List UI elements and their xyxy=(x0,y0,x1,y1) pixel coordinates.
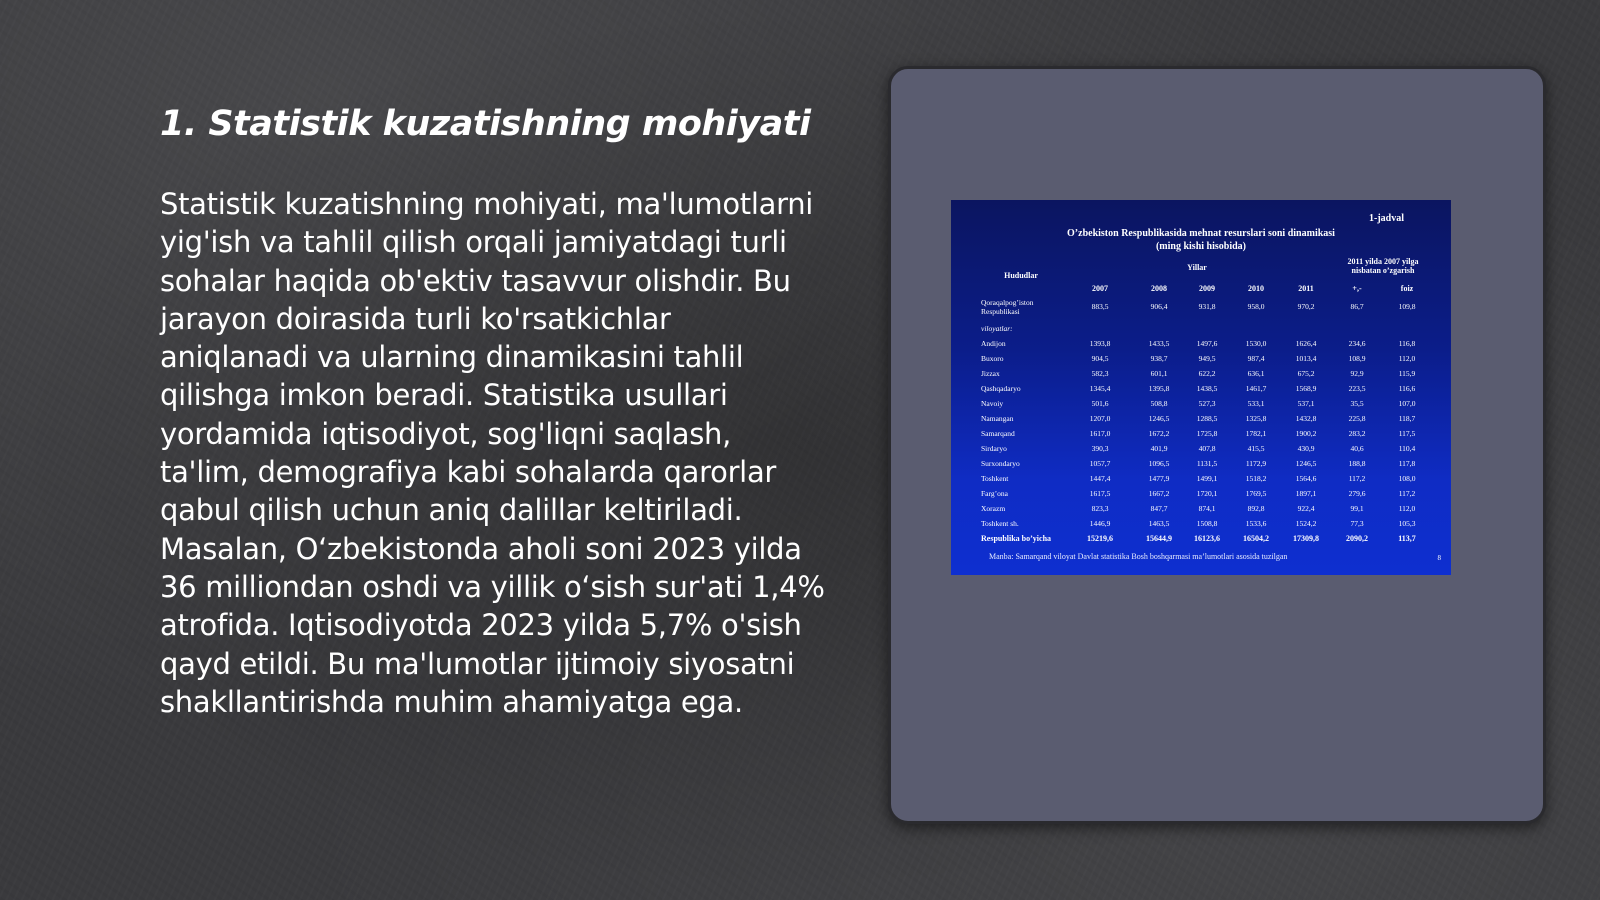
table-cell: 225,8 xyxy=(1348,414,1366,423)
table-cell: 223,5 xyxy=(1348,384,1366,393)
table-cell: 117,8 xyxy=(1398,459,1416,468)
table-cell: 1564,6 xyxy=(1295,474,1317,483)
table-cell: 116,6 xyxy=(1398,384,1416,393)
table-cell: 1626,4 xyxy=(1295,339,1317,348)
table-cell: 1530,0 xyxy=(1245,339,1267,348)
table-cell: 16504,2 xyxy=(1243,534,1269,543)
table-row-label: Sirdaryo xyxy=(981,444,1007,453)
table-column-header: 2011 xyxy=(1298,284,1314,293)
table-cell: 1477,9 xyxy=(1148,474,1170,483)
table-cell: 949,5 xyxy=(1198,354,1216,363)
table-cell: 906,4 xyxy=(1150,302,1168,311)
table-header-region: Hududlar xyxy=(1004,271,1038,280)
table-unit-line: (ming kishi hisobida) xyxy=(1155,241,1247,252)
table-cell: 1131,5 xyxy=(1196,459,1218,468)
table-column-header: 2008 xyxy=(1151,284,1167,293)
table-cell: 958,0 xyxy=(1247,302,1265,311)
table-cell: 234,6 xyxy=(1348,339,1366,348)
table-cell: 1672,2 xyxy=(1148,429,1170,438)
table-cell: 1246,5 xyxy=(1295,459,1317,468)
table-cell: 118,7 xyxy=(1398,414,1416,423)
table-cell: 92,9 xyxy=(1350,369,1364,378)
table-cell: 1617,5 xyxy=(1089,489,1111,498)
table-cell: 188,8 xyxy=(1348,459,1366,468)
table-row-label: viloyatlar: xyxy=(981,324,1013,333)
table-cell: 108,9 xyxy=(1348,354,1366,363)
table-column-header: 2007 xyxy=(1092,284,1108,293)
table-cell: 1013,4 xyxy=(1295,354,1317,363)
table-cell: 117,2 xyxy=(1398,489,1416,498)
table-cell: 1499,1 xyxy=(1196,474,1218,483)
table-row-label: Samarqand xyxy=(981,429,1015,438)
table-title-line: O’zbekiston Respublikasida mehnat resurslari soni dinamikasi xyxy=(1067,228,1335,239)
table-cell: 1345,4 xyxy=(1089,384,1111,393)
table-cell: 1518,2 xyxy=(1245,474,1267,483)
table-cell: 1725,8 xyxy=(1196,429,1218,438)
table-number: 1-jadval xyxy=(1369,213,1404,224)
table-cell: 847,7 xyxy=(1150,504,1168,513)
table-row-label: Jizzax xyxy=(981,369,1000,378)
table-cell: 1395,8 xyxy=(1148,384,1170,393)
table-cell: 1497,6 xyxy=(1196,339,1218,348)
table-cell: 16123,6 xyxy=(1194,534,1220,543)
table-cell: 1446,9 xyxy=(1089,519,1111,528)
table-cell: 987,4 xyxy=(1247,354,1265,363)
table-cell: 601,1 xyxy=(1150,369,1168,378)
table-row-label: Qoraqalpog’iston Respublikasi xyxy=(981,298,1034,316)
table-cell: 823,3 xyxy=(1091,504,1109,513)
table-cell: 892,8 xyxy=(1247,504,1265,513)
table-cell: 390,3 xyxy=(1091,444,1109,453)
table-cell: 582,3 xyxy=(1091,369,1109,378)
table-cell: 1667,2 xyxy=(1148,489,1170,498)
slide-body-text: Statistik kuzatishning mohiyati, ma'lumotlarni yig'ish va tahlil qilish orqali jamiyatdagi turli sohalar haqida ob'ektiv tasavvur olishdir. Bu jarayon doirasida turli ko'rsatkichlar aniqlanadi va ularning dinamikasini tahlil qilishga imkon beradi. Statistika usullari yordamida iqtisodiyot, sog'liqni saqlash, ta'lim, demografiya kabi sohalarda qarorlar qabul qilish uchun aniq dalillar keltiriladi. Masalan, O‘zbekistonda aholi soni 2023 yilda 36 milliondan oshdi va yillik o‘sish sur'ati 1,4% atrofida. Iqtisodiyotda 2023 yilda 5,7% o'sish qayd etildi. Bu ma'lumotlar ijtimoiy siyosatni shakllantirishda muhim ahamiyatga ega. xyxy=(160,187,825,719)
table-cell: 1393,8 xyxy=(1089,339,1111,348)
table-cell: 77,3 xyxy=(1350,519,1364,528)
table-cell: 1769,5 xyxy=(1245,489,1267,498)
table-cell: 40,6 xyxy=(1350,444,1364,453)
table-cell: 108,0 xyxy=(1398,474,1416,483)
table-cell: 1246,5 xyxy=(1148,414,1170,423)
table-column-header: 2009 xyxy=(1199,284,1215,293)
table-cell: 112,0 xyxy=(1398,504,1416,513)
table-row-label: Respublika bo’yicha xyxy=(981,534,1052,543)
table-cell: 15219,6 xyxy=(1087,534,1113,543)
table-cell: 883,5 xyxy=(1091,302,1109,311)
table-cell: 112,0 xyxy=(1398,354,1416,363)
table-cell: 1782,1 xyxy=(1245,429,1267,438)
table-grid xyxy=(951,257,1451,553)
table-row-label: Toshkent xyxy=(981,474,1009,483)
table-cell: 1438,5 xyxy=(1196,384,1218,393)
table-row-label: Andijon xyxy=(981,339,1006,348)
table-column-header: +,- xyxy=(1352,284,1362,293)
table-cell: 1508,8 xyxy=(1196,519,1218,528)
table-cell: 1325,8 xyxy=(1245,414,1267,423)
table-cell: 874,1 xyxy=(1198,504,1216,513)
table-cell: 117,2 xyxy=(1348,474,1366,483)
table-cell: 1057,7 xyxy=(1089,459,1111,468)
table-cell: 430,9 xyxy=(1297,444,1315,453)
table-cell: 537,1 xyxy=(1297,399,1315,408)
table-row-label: Farg’ona xyxy=(981,489,1008,498)
table-cell: 904,5 xyxy=(1091,354,1109,363)
table-title xyxy=(951,227,1451,253)
table-cell: 1433,5 xyxy=(1148,339,1170,348)
table-cell: 501,6 xyxy=(1091,399,1109,408)
table-page-number: 8 xyxy=(1437,554,1441,562)
table-cell: 35,5 xyxy=(1350,399,1364,408)
table-cell: 109,8 xyxy=(1398,302,1416,311)
table-cell: 283,2 xyxy=(1348,429,1366,438)
table-row-label: Toshkent sh. xyxy=(981,519,1019,528)
table-cell: 922,4 xyxy=(1297,504,1315,513)
table-cell: 2090,2 xyxy=(1346,534,1368,543)
table-cell: 970,2 xyxy=(1297,302,1315,311)
table-row-label: Surxondaryo xyxy=(981,459,1020,468)
table-cell: 415,5 xyxy=(1247,444,1265,453)
table-cell: 508,8 xyxy=(1150,399,1168,408)
slide-title: 1. Statistik kuzatishning mohiyati xyxy=(160,104,811,144)
table-cell: 15644,9 xyxy=(1146,534,1172,543)
table-cell: 1207,0 xyxy=(1089,414,1111,423)
table-cell: 1096,5 xyxy=(1148,459,1170,468)
table-cell: 1524,2 xyxy=(1295,519,1317,528)
table-source-note: Manba: Samarqand viloyat Davlat statistika Bosh boshqarmasi ma’lumotlari asosida tuzilgan xyxy=(989,552,1288,561)
table-row-label: Xorazm xyxy=(981,504,1006,513)
table-cell: 110,4 xyxy=(1398,444,1416,453)
statistics-table-image xyxy=(951,200,1451,575)
table-cell: 1463,5 xyxy=(1148,519,1170,528)
table-cell: 115,9 xyxy=(1398,369,1416,378)
table-column-header: 2010 xyxy=(1248,284,1264,293)
table-header-change: 2011 yilda 2007 yilga nisbatan o’zgarish xyxy=(1347,257,1419,275)
table-cell: 1461,7 xyxy=(1245,384,1267,393)
table-cell: 1447,4 xyxy=(1089,474,1111,483)
table-cell: 86,7 xyxy=(1350,302,1364,311)
table-cell: 1617,0 xyxy=(1089,429,1111,438)
table-header-years: Yillar xyxy=(1187,263,1207,272)
table-cell: 1172,9 xyxy=(1245,459,1267,468)
table-cell: 1533,6 xyxy=(1245,519,1267,528)
table-cell: 117,5 xyxy=(1398,429,1416,438)
table-cell: 1897,1 xyxy=(1295,489,1317,498)
table-row-label: Buxoro xyxy=(981,354,1004,363)
table-cell: 407,8 xyxy=(1198,444,1216,453)
table-cell: 17309,8 xyxy=(1293,534,1319,543)
table-cell: 107,0 xyxy=(1398,399,1416,408)
table-cell: 116,8 xyxy=(1398,339,1416,348)
table-row-label: Qashqadaryo xyxy=(981,384,1021,393)
table-cell: 931,8 xyxy=(1198,302,1216,311)
table-cell: 1720,1 xyxy=(1196,489,1218,498)
table-cell: 401,9 xyxy=(1150,444,1168,453)
table-column-header: foiz xyxy=(1400,284,1414,293)
table-cell: 636,1 xyxy=(1247,369,1265,378)
table-cell: 99,1 xyxy=(1350,504,1364,513)
table-row-label: Navoiy xyxy=(981,399,1004,408)
table-cell: 1288,5 xyxy=(1196,414,1218,423)
table-cell: 938,7 xyxy=(1150,354,1168,363)
table-cell: 527,3 xyxy=(1198,399,1216,408)
table-cell: 622,2 xyxy=(1198,369,1216,378)
table-cell: 1900,2 xyxy=(1295,429,1317,438)
table-cell: 533,1 xyxy=(1247,399,1265,408)
table-cell: 675,2 xyxy=(1297,369,1315,378)
table-row-label: Namangan xyxy=(981,414,1014,423)
table-cell: 1432,8 xyxy=(1295,414,1317,423)
table-cell: 279,6 xyxy=(1348,489,1366,498)
table-cell: 105,3 xyxy=(1398,519,1416,528)
table-cell: 113,7 xyxy=(1398,534,1416,543)
table-cell: 1568,9 xyxy=(1295,384,1317,393)
